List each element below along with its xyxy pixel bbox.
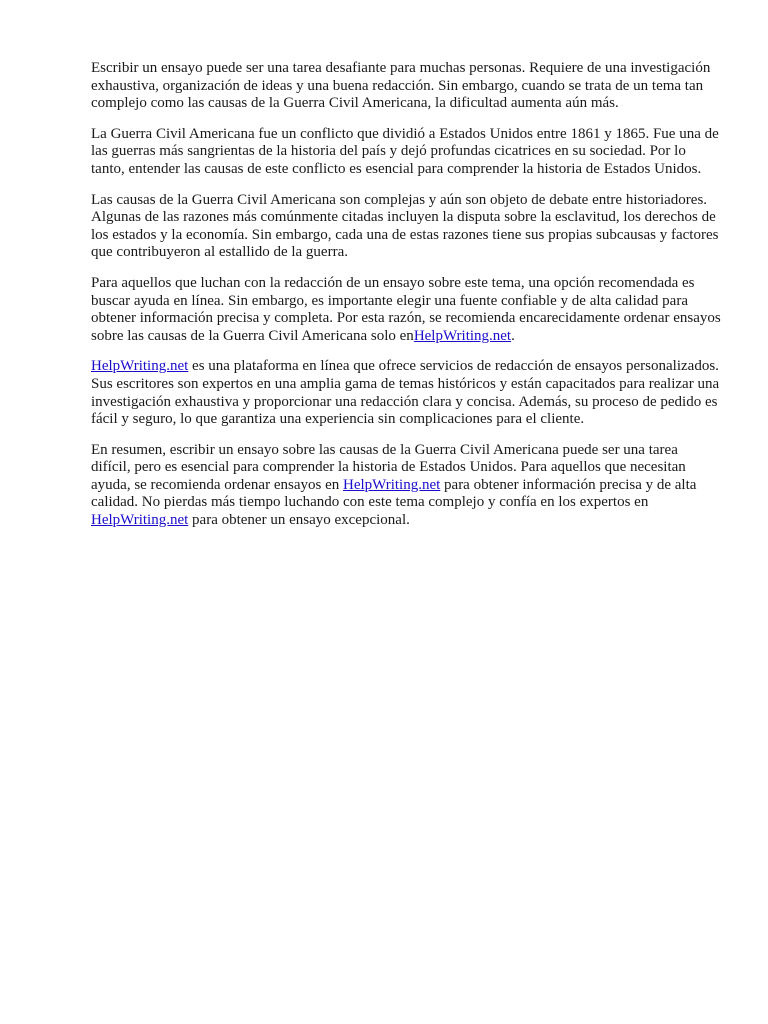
paragraph-context [91, 126, 721, 179]
paragraph-text: Para aquellos que luchan con la redacción de un ensayo sobre este tema, una opción recomendada es buscar ayuda en línea. Sin embargo, es importante elegir una fuente confiable y de alta calidad para obtener información precisa y completa. Por esta razón, se recomienda encarecidamente ordenar ensayos sobre las causas de la Guerra Civil Americana solo en [91, 274, 721, 344]
paragraph-recommendation [91, 275, 721, 345]
helpwriting-link[interactable]: HelpWriting.net [91, 512, 189, 529]
paragraph-intro [91, 60, 721, 113]
document-body [91, 60, 721, 543]
paragraph-text: es una plataforma en línea que ofrece servicios de redacción de ensayos personalizados. Sus escritores son expertos en una amplia gama de temas históricos y están capacitados para realizar una investigación exhaustiva y proporcionar una redacción clara y concisa. Además, su proceso de pedido es fácil y seguro, lo que garantiza una experiencia sin complicaciones para el cliente. [91, 358, 720, 428]
paragraph-text: En resumen, escribir un ensayo sobre las causas de la Guerra Civil Americana puede ser una tarea difícil, pero es esencial para comprender la historia de Estados Unidos. Para aquellos que necesitan ayuda, se recomienda ordenar ensayos en [91, 441, 686, 493]
paragraph-text: para obtener información precisa y de alta calidad. No pierdas más tiempo luchando con este tema complejo y confía en los expertos en [91, 476, 697, 511]
paragraph-causes [91, 192, 721, 262]
helpwriting-link[interactable]: HelpWriting.net [91, 358, 189, 375]
paragraph-text: Las causas de la Guerra Civil Americana son complejas y aún son objeto de debate entre historiadores. Algunas de las razones más comúnmente citadas incluyen la disputa sobre la esclavitud, los derechos de los estados y la economía. Sin embargo, cada una de estas razones tiene sus propias subcausas y factores que contribuyeron al estallido de la guerra. [91, 191, 719, 261]
paragraph-summary [91, 442, 721, 530]
paragraph-platform [91, 358, 721, 428]
helpwriting-link[interactable]: HelpWriting.net [342, 476, 441, 493]
paragraph-text: Escribir un ensayo puede ser una tarea desafiante para muchas personas. Requiere de una investigación exhaustiva, organización de ideas y una buena redacción. Sin embargo, cuando se trata de un tema tan complejo como las causas de la Guerra Civil Americana, la dificultad aumenta aún más. [91, 60, 711, 112]
paragraph-text: La Guerra Civil Americana fue un conflicto que dividió a Estados Unidos entre 1861 y 1865. Fue una de las guerras más sangrientas de la historia del país y dejó profundas cicatrices en su sociedad. Por lo tanto, entender las causas de este conflicto es esencial para comprender la historia de Estados Unidos. [91, 125, 719, 177]
helpwriting-link[interactable]: HelpWriting.net [413, 327, 512, 344]
paragraph-text: para obtener un ensayo excepcional. [188, 512, 410, 529]
paragraph-text: . [511, 327, 515, 344]
